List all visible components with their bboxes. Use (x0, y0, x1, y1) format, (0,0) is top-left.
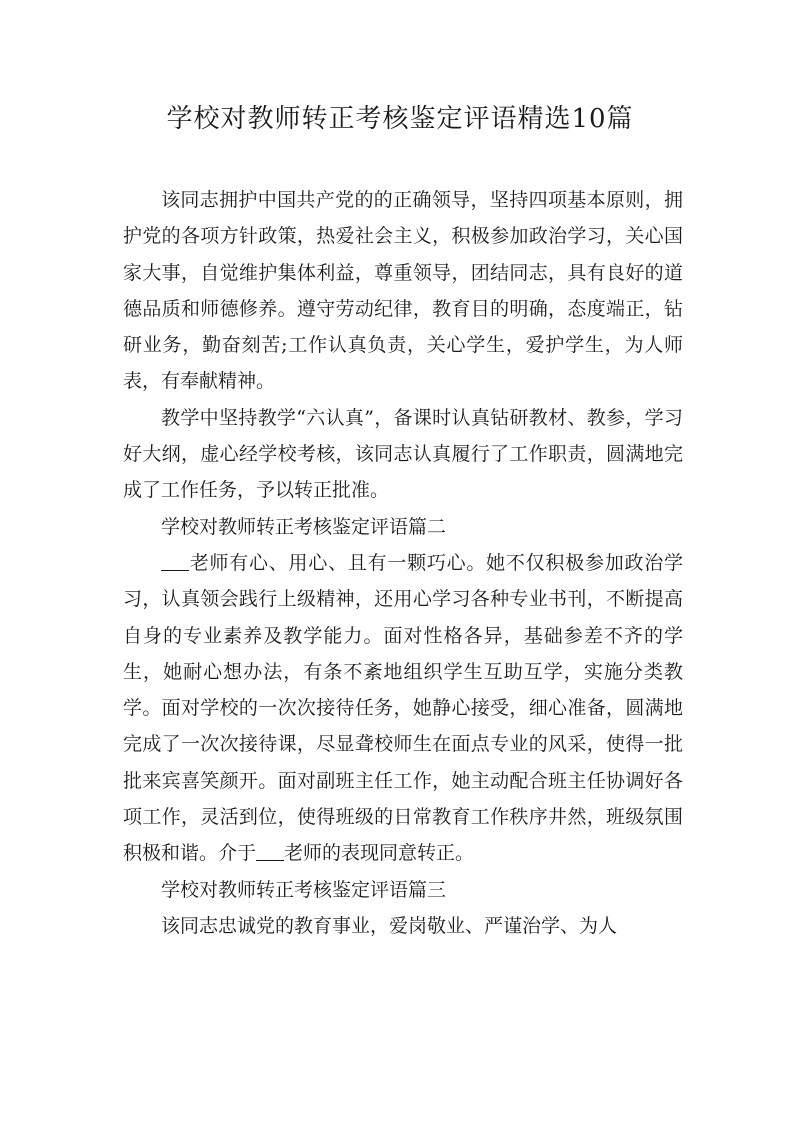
fill-in-blank (256, 840, 284, 861)
fill-in-blank (161, 550, 189, 571)
paragraph-4: 该同志忠诚党的教育事业，爱岗敬业、严谨治学、为人 (161, 914, 618, 937)
document-body (123, 182, 683, 944)
section-heading-3: 学校对教师转正考核鉴定评语篇三 (161, 878, 447, 901)
paragraph-3 (123, 545, 683, 872)
document-title: 学校对教师转正考核鉴定评语精选10篇 (166, 104, 634, 134)
paragraph-3-end: 老师的表现同意转正。 (284, 842, 475, 865)
paragraph-2: 教学中坚持教学“六认真”，备课时认真钻研教材、教参，学习好大纲，虚心经学校考核，该同志认真履行了工作职责，圆满地完成了工作任务，予以转正批准。 (123, 406, 683, 502)
paragraph-1: 该同志拥护中国共产党的的正确领导，坚持四项基本原则，拥护党的各项方针政策，热爱社会主义，积极参加政治学习，关心国家大事，自觉维护集体利益，尊重领导，团结同志，具有良好的道德品质和师德修养。遵守劳动纪律，教育目的明确，态度端正，钻研业务，勤奋刻苦;工作认真负责，关心学生，爱护学生，为人师表，有奉献精神。 (123, 189, 683, 393)
paragraph-3-text: 老师有心、用心、且有一颗巧心。她不仅积极参加政治学习，认真领会践行上级精神，还用心学习各种专业书刊，不断提高自身的专业素养及教学能力。面对性格各异，基础参差不齐的学生，她耐心想办法，有条不紊地组织学生互助互学，实施分类教学。面对学校的一次次接待任务，她静心接受，细心准备，圆满地完成了一次次接待课，尽显聋校师生在面点专业的风采，使得一批批来宾喜笑颜开。面对副班主任工作，她主动配合班主任协调好各项工作，灵活到位，使得班级的日常教育工作秩序井然，班级氛围积极和谐。介于 (123, 551, 683, 865)
section-heading-2: 学校对教师转正考核鉴定评语篇二 (161, 515, 447, 538)
